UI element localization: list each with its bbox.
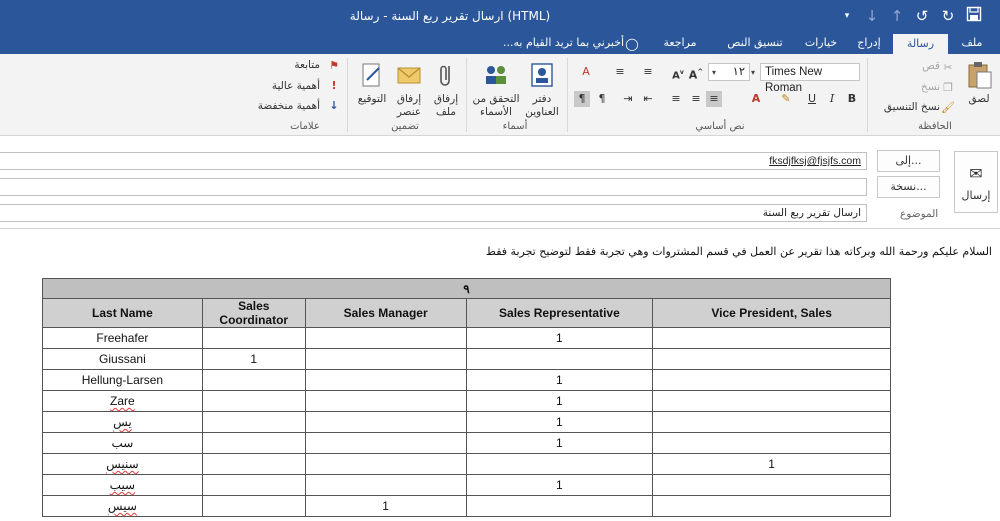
table-cell: 1 — [466, 328, 653, 349]
chevron-down-icon[interactable]: ▾ — [751, 68, 756, 77]
shrink-font-icon[interactable]: $A^v$ — [672, 69, 684, 82]
paste-button[interactable] — [962, 60, 996, 106]
refresh-icon[interactable]: ↺ — [915, 7, 929, 25]
table-cell — [202, 391, 305, 412]
table-row — [43, 349, 891, 370]
table-cell — [466, 454, 653, 475]
address-book-label: دفتر — [532, 93, 552, 105]
tab-message[interactable]: رسالة — [893, 34, 948, 54]
table-cell: Giussani — [43, 349, 203, 370]
bullets-icon[interactable]: ≡ — [643, 65, 653, 78]
to-field[interactable] — [0, 152, 867, 170]
tab-insert[interactable]: إدراج — [857, 36, 881, 49]
table-cell — [202, 328, 305, 349]
subject-field[interactable]: ارسال تقرير ربع السنة — [0, 204, 867, 222]
table-cell — [653, 349, 891, 370]
column-header: Last Name — [43, 299, 203, 328]
ltr-icon[interactable]: ¶ — [574, 91, 590, 107]
copy-button[interactable]: نسخ — [920, 81, 940, 93]
tab-review[interactable]: مراجعة — [663, 36, 697, 49]
address-book-button[interactable] — [522, 60, 562, 119]
attach-file-label: إرفاق — [433, 93, 459, 105]
column-header: Vice President, Sales — [653, 299, 891, 328]
table-row — [43, 475, 891, 496]
save-icon[interactable] — [964, 6, 984, 26]
address-book-icon — [527, 60, 557, 90]
table-cell — [466, 349, 653, 370]
data-table — [42, 278, 891, 517]
paperclip-icon — [431, 60, 461, 90]
check-names-label: الأسماء — [480, 106, 512, 118]
table-cell — [653, 433, 891, 454]
table-cell — [202, 412, 305, 433]
align-left-icon[interactable]: ≡ — [671, 92, 681, 105]
table-cell: Zare — [43, 391, 203, 412]
send-label: إرسال — [961, 189, 991, 202]
table-row — [43, 412, 891, 433]
table-cell — [653, 328, 891, 349]
send-icon: ✉ — [969, 164, 983, 183]
bold-icon[interactable]: B — [847, 92, 857, 105]
table-row — [43, 454, 891, 475]
table-cell — [202, 475, 305, 496]
ribbon-tabs — [0, 33, 1000, 54]
subject-label: الموضوع — [900, 208, 939, 220]
column-header: Sales Representative — [466, 299, 653, 328]
column-header: Sales Manager — [305, 299, 466, 328]
table-cell — [305, 349, 466, 370]
table-cell: سيب — [43, 475, 203, 496]
numbering-icon[interactable]: ≡ — [615, 65, 625, 78]
copy-icon: ❐ — [943, 81, 953, 94]
table-caption: ٩ — [43, 279, 891, 299]
italic-icon[interactable]: I — [829, 92, 835, 105]
table-cell — [653, 412, 891, 433]
cc-button[interactable]: نسخة... — [877, 176, 940, 198]
table-cell — [202, 433, 305, 454]
attach-file-label: ملف — [436, 106, 456, 118]
table-cell: يس — [43, 412, 203, 433]
paste-label: لصق — [968, 93, 990, 105]
rtl-icon[interactable]: ¶ — [598, 92, 606, 105]
table-cell: 1 — [305, 496, 466, 517]
table-cell — [653, 475, 891, 496]
follow-up-button[interactable]: متابعة — [294, 59, 320, 71]
greeting-text: السلام عليكم ورحمة الله وبركاته هذا تقرير عن العمل في قسم المشتروات وهي تجربة فقط لتوضيح تجربة فقط — [485, 245, 992, 258]
address-book-label: العناوين — [525, 106, 559, 118]
table-cell — [466, 496, 653, 517]
tell-me-search[interactable]: أخبرني بما تريد القيام به... — [503, 36, 625, 49]
low-importance-button[interactable]: أهمية منخفضة — [257, 100, 320, 112]
table-cell: 1 — [466, 412, 653, 433]
align-right-icon[interactable]: ≡ — [706, 91, 722, 107]
format-painter-icon: 🖌 — [941, 101, 955, 114]
table-cell: 1 — [466, 475, 653, 496]
table-cell — [305, 475, 466, 496]
table-row — [43, 328, 891, 349]
signature-icon — [357, 60, 387, 90]
recipient-address: fksdjfksj@fjsjfs.com — [769, 155, 861, 167]
table-cell: 1 — [466, 391, 653, 412]
table-cell — [202, 496, 305, 517]
decrease-indent-icon[interactable]: ⇤ — [643, 92, 653, 105]
font-size-select[interactable]: ١٢ — [708, 63, 750, 81]
table-cell: 1 — [466, 370, 653, 391]
font-name-select[interactable]: Times New Roman — [760, 63, 860, 81]
table-cell — [653, 391, 891, 412]
increase-indent-icon[interactable]: ⇥ — [623, 92, 633, 105]
table-cell — [305, 370, 466, 391]
table-cell: سب — [43, 433, 203, 454]
group-divider — [466, 58, 467, 132]
group-divider — [347, 58, 348, 132]
message-header — [0, 137, 1000, 229]
table-row — [43, 433, 891, 454]
window-title: ارسال تقرير ربع السنة - رسالة (HTML) — [349, 9, 551, 23]
check-names-label: التحقق من — [472, 93, 520, 105]
clear-formatting-icon[interactable]: A — [582, 65, 590, 78]
tab-options[interactable]: خيارات — [804, 36, 838, 49]
down-arrow-icon: ↓ — [329, 99, 339, 112]
envelope-icon — [394, 60, 424, 90]
flag-icon: ⚑ — [329, 59, 339, 72]
highlight-icon[interactable]: ✎ — [781, 92, 791, 105]
ribbon — [0, 54, 1000, 136]
table-cell: 1 — [202, 349, 305, 370]
exclamation-icon: ! — [331, 79, 337, 92]
up-arrow-icon[interactable]: ↑ — [890, 7, 904, 25]
table-cell: 1 — [653, 454, 891, 475]
attach-item-button[interactable] — [392, 60, 426, 119]
table-cell — [202, 454, 305, 475]
lightbulb-icon: ◯ — [625, 37, 639, 51]
table-cell — [202, 370, 305, 391]
attach-item-label: عنصر — [396, 106, 422, 118]
font-color-icon[interactable]: A — [751, 92, 761, 105]
table-cell — [305, 412, 466, 433]
cc-field[interactable] — [0, 178, 867, 196]
align-center-icon[interactable]: ≡ — [691, 92, 701, 105]
table-cell: سنيس — [43, 454, 203, 475]
tab-format-text[interactable]: تنسيق النص — [727, 36, 783, 49]
send-button[interactable] — [954, 151, 998, 213]
table-cell — [653, 370, 891, 391]
names-group-label: أسماء — [502, 121, 528, 132]
table-cell — [305, 328, 466, 349]
grow-font-icon[interactable]: A^ — [688, 68, 704, 82]
tab-file[interactable]: ملف — [961, 36, 983, 49]
high-importance-button[interactable]: أهمية عالية — [271, 80, 320, 92]
underline-icon[interactable]: U — [807, 92, 817, 105]
clipboard-icon — [964, 60, 994, 90]
format-painter-button[interactable]: نسخ التنسيق — [883, 101, 940, 113]
down-arrow-icon[interactable]: ↓ — [865, 7, 879, 25]
check-names-button[interactable] — [470, 60, 522, 119]
table-row — [43, 370, 891, 391]
attach-file-button[interactable] — [430, 60, 462, 119]
chevron-down-icon[interactable]: ▾ — [712, 68, 717, 77]
table-cell — [653, 496, 891, 517]
table-cell — [305, 391, 466, 412]
table-cell: Freehafer — [43, 328, 203, 349]
table-cell: Hellung-Larsen — [43, 370, 203, 391]
tags-group-label: علامات — [290, 121, 320, 132]
to-button[interactable]: إلى... — [877, 150, 940, 172]
group-divider — [567, 58, 568, 132]
signature-label: التوقيع — [357, 93, 387, 105]
title-bar — [0, 0, 1000, 33]
table-cell — [305, 454, 466, 475]
check-names-icon — [481, 60, 511, 90]
signature-button[interactable] — [354, 60, 390, 106]
group-divider — [867, 58, 868, 132]
basic-text-group-label: نص أساسي — [695, 121, 745, 132]
include-group-label: تضمين — [391, 121, 419, 132]
table-row — [43, 496, 891, 517]
column-header: Sales Coordinator — [202, 299, 305, 328]
clipboard-group-label: الحافظة — [918, 121, 952, 132]
table-cell: سيس — [43, 496, 203, 517]
message-body[interactable] — [0, 230, 1000, 521]
customize-toolbar-icon[interactable]: ▾ — [844, 11, 850, 21]
attach-item-label: إرفاق — [396, 93, 422, 105]
table-cell: 1 — [466, 433, 653, 454]
redo-icon[interactable]: ↻ — [941, 7, 955, 25]
table-cell — [305, 433, 466, 454]
table-row — [43, 391, 891, 412]
scissors-icon: ✂ — [943, 61, 953, 74]
cut-button[interactable]: قص — [922, 60, 940, 72]
